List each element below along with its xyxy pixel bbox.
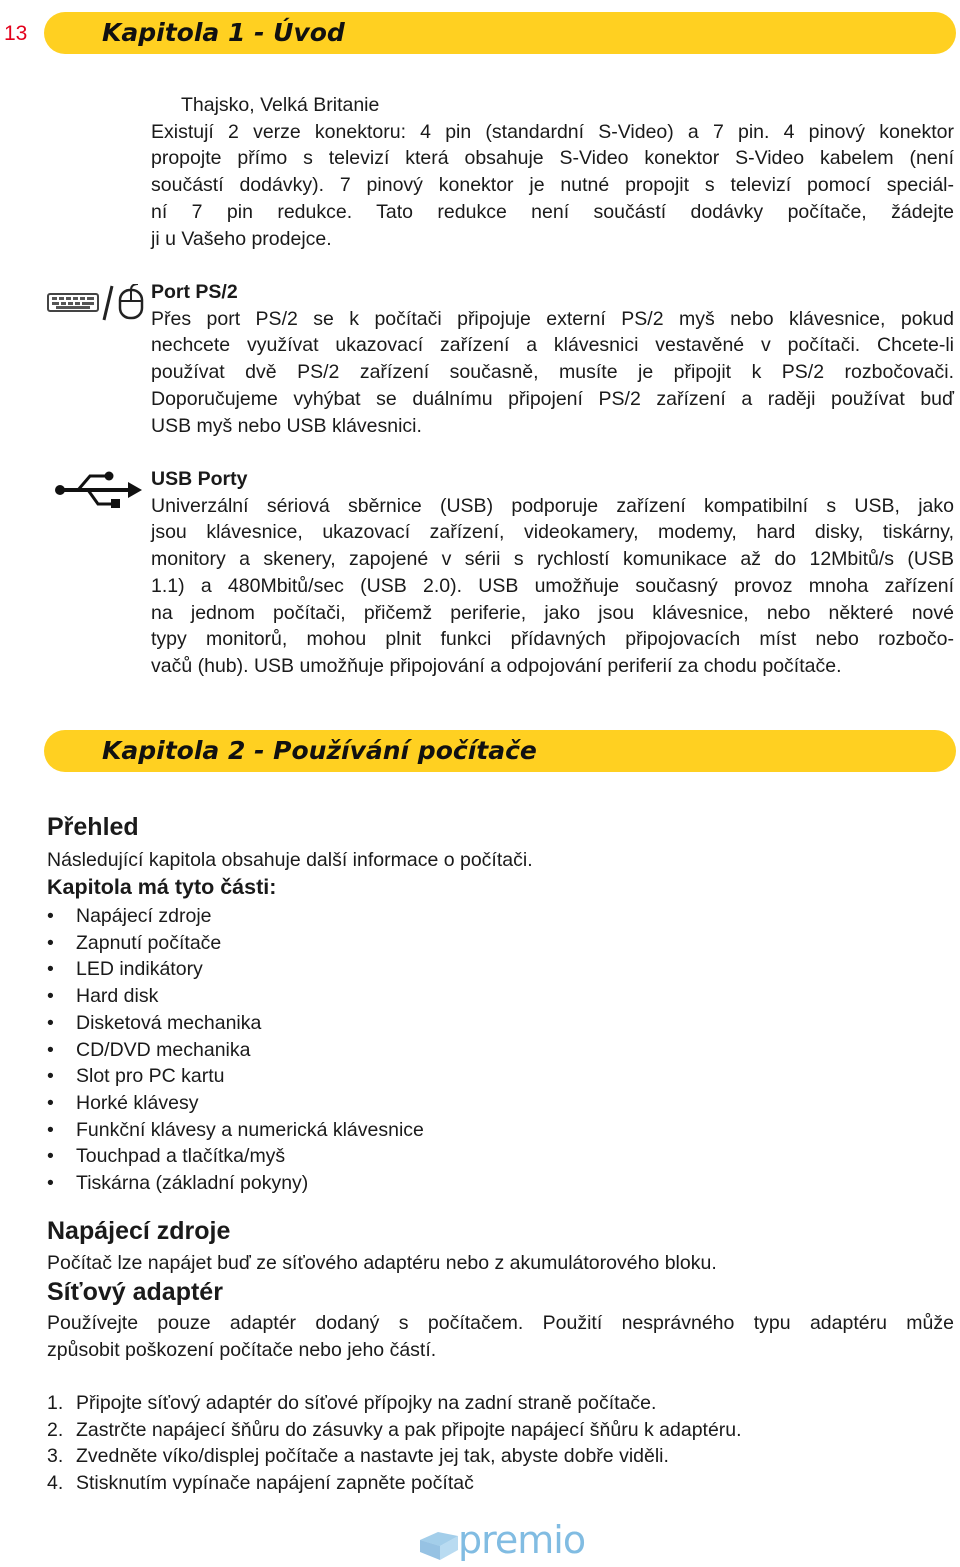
overview-subheading: Kapitola má tyto části: bbox=[47, 875, 277, 899]
list-item bbox=[47, 983, 424, 1010]
text-line: typy monitorů, mohou plnit funkci přídavných připojovacích míst nebo rozbočo- bbox=[151, 628, 954, 651]
step-text: Zvedněte víko/displej počítače a nastavte jej tak, abyste dobře viděli. bbox=[76, 1445, 669, 1468]
text-line: Používejte pouze adaptér dodaný s počítačem. Použití nesprávného typu adaptéru může bbox=[47, 1312, 954, 1334]
text-line: Přes port PS/2 se k počítači připojuje externí PS/2 myš nebo klávesnice, pokud bbox=[151, 307, 954, 330]
bullet: • bbox=[47, 1172, 54, 1195]
list-item bbox=[47, 1010, 424, 1037]
step-text: Stisknutím vypínače napájení zapněte počítač bbox=[76, 1472, 474, 1495]
bullet: • bbox=[47, 931, 54, 954]
step-number: 2. bbox=[47, 1418, 64, 1441]
list-item bbox=[47, 1443, 742, 1470]
svideo-paragraph bbox=[151, 92, 954, 252]
chapter-2-title: Kapitola 2 - Používání počítače bbox=[102, 736, 537, 765]
text-line: monitory a skenery, zapojené v sérii s rychlostí komunikace až do 12Mbitů/s (USB bbox=[151, 548, 954, 571]
text-line: Počítač lze napájet buď ze síťového adaptéru nebo z akumulátorového bloku. bbox=[47, 1252, 717, 1274]
list-item bbox=[47, 1170, 424, 1197]
power-heading: Napájecí zdroje bbox=[47, 1217, 231, 1245]
list-item-text: CD/DVD mechanika bbox=[76, 1038, 251, 1061]
ps2-section bbox=[151, 279, 954, 439]
text-line: součástí dodávky). 7 pinový konektor je nutné propojit s televizí pomocí speciál- bbox=[151, 174, 954, 197]
list-item-text: Touchpad a tlačítka/myš bbox=[76, 1145, 286, 1168]
list-item-text: LED indikátory bbox=[76, 958, 203, 981]
list-item-text: Funkční klávesy a numerická klávesnice bbox=[76, 1118, 424, 1141]
text-line: vačů (hub). USB umožňuje připojování a odpojování periferií za chodu počítače. bbox=[151, 654, 842, 677]
step-text: Připojte síťový adaptér do síťové přípojky na zadní straně počítače. bbox=[76, 1392, 657, 1414]
bullet: • bbox=[47, 905, 54, 927]
bullet: • bbox=[47, 1145, 54, 1168]
text-line: Thajsko, Velká Britanie bbox=[181, 94, 380, 116]
list-item-text: Napájecí zdroje bbox=[76, 905, 212, 927]
step-number: 1. bbox=[47, 1392, 64, 1414]
bullet: • bbox=[47, 1038, 54, 1061]
text-line: USB myš nebo USB klávesnici. bbox=[151, 414, 422, 437]
text-line: používat dvě PS/2 zařízení současně, musíte je připojit k PS/2 rozbočovači. bbox=[151, 361, 954, 384]
usb-title: USB Porty bbox=[151, 468, 248, 490]
text-line: propojte přímo s televizí která obsahuje S-Video konektor S-Video kabelem (není bbox=[151, 147, 954, 170]
text-line: Doporučujeme vyhýbat se duálnímu připojení PS/2 zařízení a raději používat buď bbox=[151, 387, 954, 410]
text-line: ní 7 pin redukce. Tato redukce není součástí dodávky počítače, žádejte bbox=[151, 200, 954, 223]
list-item-text: Zapnutí počítače bbox=[76, 931, 222, 954]
premio-logo-icon bbox=[418, 1526, 460, 1562]
text-line: Existují 2 verze konektoru: 4 pin (standardní S-Video) a 7 pin. 4 pinový konektor bbox=[151, 120, 954, 143]
premio-logo bbox=[418, 1518, 588, 1564]
chapter-contents-list bbox=[47, 903, 424, 1197]
usb-section bbox=[151, 466, 954, 680]
list-item-text: Slot pro PC kartu bbox=[76, 1065, 225, 1088]
list-item bbox=[47, 1143, 424, 1170]
chapter-1-bar bbox=[44, 12, 956, 54]
chapter-2-bar bbox=[44, 730, 956, 772]
page-number: 13 bbox=[4, 22, 28, 45]
text-line: Univerzální sériová sběrnice (USB) podporuje zařízení kompatibilní s USB, jako bbox=[151, 494, 954, 517]
text-line: jsou klávesnice, ukazovací zařízení, videokamery, modemy, hard disky, tiskárny, bbox=[151, 521, 954, 544]
adapter-heading: Síťový adaptér bbox=[47, 1278, 223, 1306]
text-line: nechcete využívat ukazovací zařízení a klávesnici vestavěné v počítači. Chcete-li bbox=[151, 334, 954, 357]
list-item bbox=[47, 903, 424, 930]
text-line: způsobit poškození počítače nebo jeho částí. bbox=[47, 1338, 437, 1361]
bullet: • bbox=[47, 985, 54, 1008]
step-text: Zastrčte napájecí šňůru do zásuvky a pak připojte napájecí šňůru k adaptéru. bbox=[76, 1418, 742, 1441]
adapter-steps-list bbox=[47, 1390, 742, 1497]
text-line: 1.1) a 480Mbitů/sec (USB 2.0). USB umožňuje současný provoz mnoha zařízení bbox=[151, 574, 954, 597]
list-item bbox=[47, 1390, 742, 1417]
step-number: 3. bbox=[47, 1445, 64, 1468]
bullet: • bbox=[47, 1091, 54, 1114]
keyboard-mouse-icon bbox=[46, 284, 146, 322]
text-line: ji u Vašeho prodejce. bbox=[151, 227, 332, 250]
list-item bbox=[47, 1470, 742, 1497]
step-number: 4. bbox=[47, 1472, 64, 1495]
list-item-text: Hard disk bbox=[76, 985, 159, 1008]
list-item bbox=[47, 956, 424, 983]
list-item bbox=[47, 1037, 424, 1064]
list-item-text: Horké klávesy bbox=[76, 1091, 199, 1114]
list-item bbox=[47, 1090, 424, 1117]
bullet: • bbox=[47, 1118, 54, 1141]
ps2-title: Port PS/2 bbox=[151, 281, 238, 303]
power-text bbox=[47, 1250, 954, 1277]
usb-icon bbox=[54, 470, 142, 510]
list-item bbox=[47, 930, 424, 957]
premio-logo-text: premio bbox=[458, 1518, 586, 1562]
chapter-1-title: Kapitola 1 - Úvod bbox=[102, 18, 345, 47]
bullet: • bbox=[47, 1065, 54, 1088]
list-item bbox=[47, 1063, 424, 1090]
list-item-text: Tiskárna (základní pokyny) bbox=[76, 1172, 309, 1195]
bullet: • bbox=[47, 1011, 54, 1034]
list-item bbox=[47, 1417, 742, 1444]
list-item bbox=[47, 1117, 424, 1144]
bullet: • bbox=[47, 958, 54, 981]
list-item-text: Disketová mechanika bbox=[76, 1011, 262, 1034]
text-line: Následující kapitola obsahuje další informace o počítači. bbox=[47, 849, 533, 871]
adapter-text bbox=[47, 1310, 954, 1363]
overview-heading: Přehled bbox=[47, 813, 139, 841]
text-line: na jednom počítači, přičemž periferie, jako jsou klávesnice, nebo některé nové bbox=[151, 601, 954, 624]
overview-text bbox=[47, 847, 954, 874]
